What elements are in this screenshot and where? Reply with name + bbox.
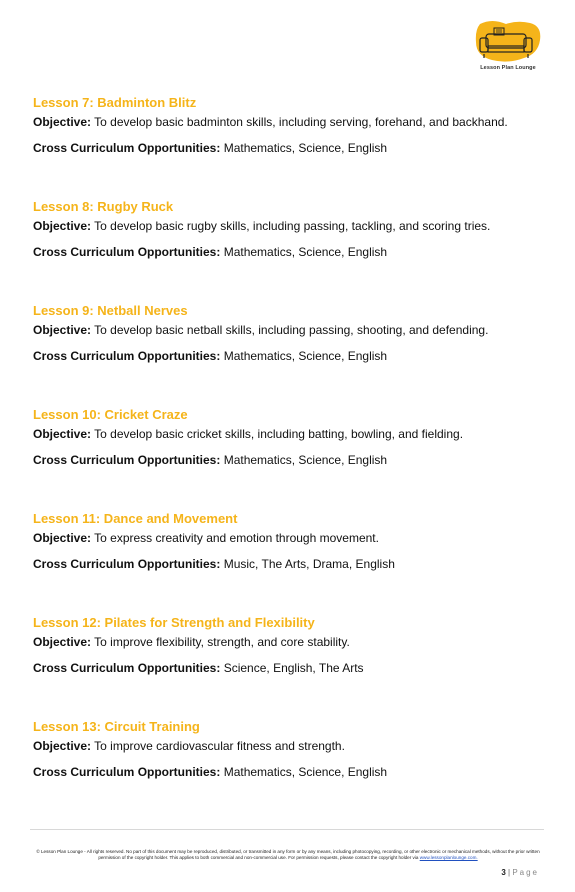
cross-curriculum-line: [33, 349, 553, 375]
page-label: Page: [512, 868, 539, 877]
objective-label: Objective:: [33, 739, 92, 753]
objective-line: [33, 219, 553, 245]
objective-label: Objective:: [33, 219, 92, 233]
website-link[interactable]: www.lessonplanlounge.com.: [419, 854, 478, 860]
objective-label: Objective:: [33, 323, 92, 337]
objective-text: To express creativity and emotion through movement.: [94, 531, 379, 545]
objective-text: To improve cardiovascular fitness and strength.: [94, 739, 345, 753]
cross-curriculum-label: Cross Curriculum Opportunities:: [33, 141, 221, 155]
lesson-title: Lesson 13: Circuit Training: [33, 719, 200, 734]
lesson-title: Lesson 10: Cricket Craze: [33, 407, 188, 422]
lesson-item: [33, 95, 553, 199]
cross-curriculum-text: Mathematics, Science, English: [223, 453, 388, 467]
objective-text: To develop basic cricket skills, including batting, bowling, and fielding.: [94, 427, 464, 441]
cross-curriculum-text: Mathematics, Science, English: [223, 141, 388, 155]
lesson-item: [33, 199, 553, 303]
lesson-item: [33, 303, 553, 407]
objective-label: Objective:: [33, 531, 92, 545]
copyright-text: © Lesson Plan Lounge - All rights reserved. No part of this document may be reproduced, distributed, or transmitted in any form or by any means, including photocopying, recording, or other electronic or mechanical methods, without the prior written permission of the copyright holder. This applies to both commercial and non-commercial use. For permission requests, please contact the copyright holder via: [36, 849, 540, 860]
lesson-title: Lesson 8: Rugby Ruck: [33, 199, 174, 214]
lesson-title: Lesson 7: Badminton Blitz: [33, 95, 197, 110]
cross-curriculum-text: Science, English, The Arts: [223, 661, 364, 675]
cross-curriculum-text: Music, The Arts, Drama, English: [223, 557, 395, 571]
cross-curriculum-label: Cross Curriculum Opportunities:: [33, 349, 221, 363]
lesson-plan-lounge-logo: [472, 20, 544, 76]
cross-curriculum-line: [33, 453, 553, 479]
cross-curriculum-line: [33, 245, 553, 271]
cross-curriculum-text: Mathematics, Science, English: [223, 765, 388, 779]
objective-text: To develop basic badminton skills, including serving, forehand, and backhand.: [94, 115, 508, 129]
objective-line: [33, 115, 553, 141]
cross-curriculum-label: Cross Curriculum Opportunities:: [33, 557, 221, 571]
logo-text: Lesson Plan Lounge: [480, 65, 536, 71]
lesson-item: [33, 511, 553, 615]
cross-curriculum-line: [33, 141, 553, 167]
cross-curriculum-label: Cross Curriculum Opportunities:: [33, 765, 221, 779]
cross-curriculum-text: Mathematics, Science, English: [223, 245, 388, 259]
cross-curriculum-line: [33, 661, 553, 687]
objective-text: To improve flexibility, strength, and core stability.: [94, 635, 350, 649]
lesson-item: [33, 407, 553, 511]
objective-line: [33, 323, 553, 349]
cross-curriculum-label: Cross Curriculum Opportunities:: [33, 661, 221, 675]
objective-line: [33, 531, 553, 557]
cross-curriculum-label: Cross Curriculum Opportunities:: [33, 245, 221, 259]
objective-text: To develop basic rugby skills, including passing, tackling, and scoring tries.: [94, 219, 491, 233]
objective-text: To develop basic netball skills, including passing, shooting, and defending.: [94, 323, 489, 337]
lesson-title: Lesson 12: Pilates for Strength and Flexibility: [33, 615, 315, 630]
page-number-value: 3: [501, 868, 506, 877]
objective-line: [33, 635, 553, 661]
cross-curriculum-label: Cross Curriculum Opportunities:: [33, 453, 221, 467]
footer-copyright: [34, 849, 542, 860]
page-number: [501, 868, 539, 877]
objective-line: [33, 739, 553, 765]
cross-curriculum-line: [33, 557, 553, 583]
objective-line: [33, 427, 553, 453]
cross-curriculum-text: Mathematics, Science, English: [223, 349, 388, 363]
lesson-item: [33, 719, 553, 823]
lesson-title: Lesson 11: Dance and Movement: [33, 511, 238, 526]
objective-label: Objective:: [33, 427, 92, 441]
objective-label: Objective:: [33, 635, 92, 649]
cross-curriculum-line: [33, 765, 553, 791]
lesson-list: [33, 95, 553, 823]
lesson-item: [33, 615, 553, 719]
sofa-logo-icon: [472, 20, 544, 66]
page-separator: |: [505, 868, 513, 877]
objective-label: Objective:: [33, 115, 92, 129]
footer-divider: [30, 829, 544, 830]
lesson-title: Lesson 9: Netball Nerves: [33, 303, 188, 318]
